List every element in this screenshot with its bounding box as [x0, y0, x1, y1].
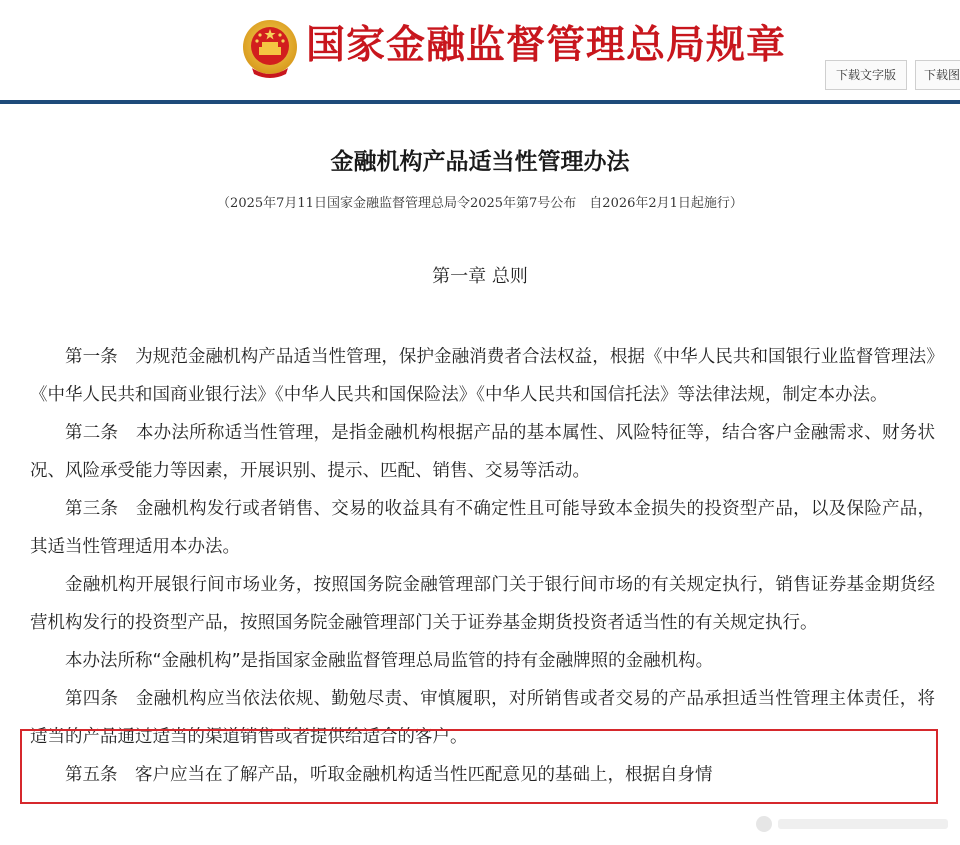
document-title: 金融机构产品适当性管理办法 [330, 149, 630, 175]
article-paragraph [30, 414, 935, 490]
article-text: 金融机构开展银行间市场业务，按照国务院金融管理部门关于银行间市场的有关规定执行，销售证券基金期货经营机构发行的投资型产品，按照国务院金融管理部门关于证券基金期货投资者适当性的有关规定执行。 [30, 575, 935, 633]
article-text: 客户应当在了解产品，听取金融机构适当性匹配意见的基础上，根据自身情 [135, 765, 713, 785]
article-text: 本办法所称适当性管理，是指金融机构根据产品的基本属性、风险特征等，结合客户金融需求、财务状况、风险承受能力等因素，开展识别、提示、匹配、销售、交易等活动。 [30, 423, 936, 481]
article-paragraph [30, 566, 935, 642]
download-image-button[interactable]: 下载图 [915, 60, 960, 90]
header-divider [0, 100, 960, 104]
article-paragraph [30, 490, 935, 566]
article-text: 本办法所称“金融机构”是指国家金融监督管理总局监管的持有金融牌照的金融机构。 [65, 651, 714, 671]
site-header [0, 0, 960, 104]
article-number: 第一条 [65, 347, 118, 367]
article-text: 为规范金融机构产品适当性管理，保护金融消费者合法权益，根据《中华人民共和国银行业监督管理法》《中华人民共和国商业银行法》《中华人民共和国保险法》《中华人民共和国信托法》等法律法规，制定本办法。 [30, 347, 935, 405]
site-title: 国家金融监督管理总局规章 [306, 23, 787, 68]
article-number: 第二条 [65, 423, 119, 443]
article-text: 金融机构应当依法依规、勤勉尽责、审慎履职，对所销售或者交易的产品承担适当性管理主体责任，将适当的产品通过适当的渠道销售或者提供给适合的客户。 [30, 689, 936, 747]
article-number: 第四条 [65, 689, 119, 709]
chapter-heading: 第一章 总则 [432, 266, 528, 287]
document-subtitle: （2025年7月11日国家金融监督管理总局令2025年第7号公布 自2026年2月1日起施行） [217, 196, 743, 211]
article-number: 第三条 [65, 499, 119, 519]
highlight-box [20, 729, 938, 804]
article-paragraph [30, 338, 935, 414]
download-text-button[interactable]: 下载文字版 [825, 60, 907, 90]
document-body [30, 338, 935, 794]
watermark-icon [750, 812, 960, 836]
article-paragraph [30, 642, 935, 680]
article-text: 金融机构发行或者销售、交易的收益具有不确定性且可能导致本金损失的投资型产品，以及保险产品，其适当性管理适用本办法。 [30, 499, 936, 557]
national-emblem-icon [240, 18, 300, 80]
article-number: 第五条 [65, 765, 118, 785]
